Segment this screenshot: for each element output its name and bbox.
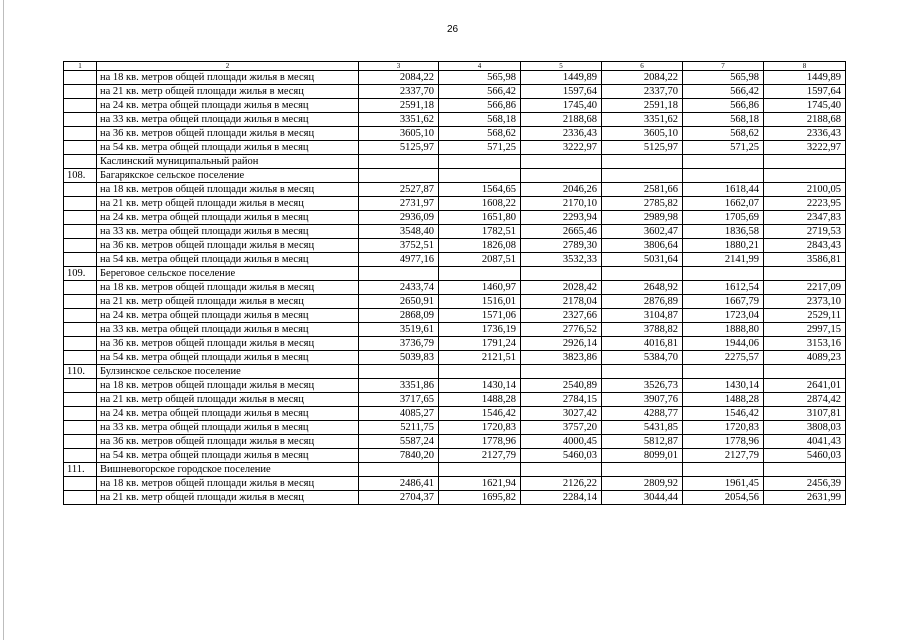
- table-row: [64, 225, 846, 239]
- row-number-cell: [64, 449, 97, 463]
- value-cell: 1778,96: [683, 435, 764, 449]
- value-cell: 1705,69: [683, 211, 764, 225]
- scan-edge-line: [3, 0, 4, 640]
- row-number-cell: [64, 239, 97, 253]
- value-cell: 2776,52: [521, 323, 602, 337]
- value-cell: 2809,92: [602, 477, 683, 491]
- row-label-cell: на 21 кв. метр общей площади жилья в месяц: [97, 491, 359, 505]
- value-cell: 1516,01: [439, 295, 521, 309]
- value-cell: 3153,16: [764, 337, 846, 351]
- value-cell: 3526,73: [602, 379, 683, 393]
- row-number-cell: 110.: [64, 365, 97, 379]
- value-cell: [439, 463, 521, 477]
- row-label-cell: на 24 кв. метра общей площади жилья в месяц: [97, 211, 359, 225]
- section-title-cell: Вишневогорское городское поселение: [97, 463, 359, 477]
- value-cell: 3104,87: [602, 309, 683, 323]
- value-cell: 3752,51: [359, 239, 439, 253]
- table-row: [64, 85, 846, 99]
- row-label-cell: на 54 кв. метра общей площади жилья в месяц: [97, 141, 359, 155]
- value-cell: 5211,75: [359, 421, 439, 435]
- table-row: [64, 421, 846, 435]
- value-cell: [683, 463, 764, 477]
- row-label-cell: на 36 кв. метров общей площади жилья в месяц: [97, 337, 359, 351]
- value-cell: 2868,09: [359, 309, 439, 323]
- row-label-cell: на 36 кв. метров общей площади жилья в месяц: [97, 435, 359, 449]
- row-number-cell: [64, 351, 97, 365]
- value-cell: 2178,04: [521, 295, 602, 309]
- value-cell: 5125,97: [602, 141, 683, 155]
- value-cell: 1618,44: [683, 183, 764, 197]
- row-label-cell: на 54 кв. метра общей площади жилья в месяц: [97, 449, 359, 463]
- value-cell: 1597,64: [764, 85, 846, 99]
- column-number-row: [64, 62, 846, 71]
- value-cell: 1621,94: [439, 477, 521, 491]
- value-cell: 2784,15: [521, 393, 602, 407]
- value-cell: 3757,20: [521, 421, 602, 435]
- row-number-cell: [64, 379, 97, 393]
- table-row: [64, 379, 846, 393]
- value-cell: 5587,24: [359, 435, 439, 449]
- section-row: [64, 155, 846, 169]
- value-cell: 2284,14: [521, 491, 602, 505]
- row-number-cell: [64, 99, 97, 113]
- value-cell: 566,42: [439, 85, 521, 99]
- value-cell: 3808,03: [764, 421, 846, 435]
- value-cell: 3907,76: [602, 393, 683, 407]
- section-row: [64, 267, 846, 281]
- row-number-cell: [64, 281, 97, 295]
- value-cell: 3044,44: [602, 491, 683, 505]
- value-cell: 5125,97: [359, 141, 439, 155]
- value-cell: 2989,98: [602, 211, 683, 225]
- row-label-cell: на 33 кв. метра общей площади жилья в месяц: [97, 323, 359, 337]
- value-cell: 1597,64: [521, 85, 602, 99]
- row-number-cell: [64, 309, 97, 323]
- table-row: [64, 127, 846, 141]
- table-row: [64, 295, 846, 309]
- row-label-cell: на 24 кв. метра общей площади жилья в месяц: [97, 309, 359, 323]
- value-cell: 1571,06: [439, 309, 521, 323]
- value-cell: 566,42: [683, 85, 764, 99]
- value-cell: 1791,24: [439, 337, 521, 351]
- value-cell: 2641,01: [764, 379, 846, 393]
- value-cell: 5384,70: [602, 351, 683, 365]
- table-row: [64, 253, 846, 267]
- value-cell: 2223,95: [764, 197, 846, 211]
- value-cell: [521, 155, 602, 169]
- column-header: 4: [439, 62, 521, 71]
- value-cell: 2336,43: [764, 127, 846, 141]
- value-cell: 4977,16: [359, 253, 439, 267]
- value-cell: 2529,11: [764, 309, 846, 323]
- value-cell: 2347,83: [764, 211, 846, 225]
- value-cell: 1667,79: [683, 295, 764, 309]
- table-row: [64, 491, 846, 505]
- row-label-cell: на 21 кв. метр общей площади жилья в месяц: [97, 393, 359, 407]
- value-cell: 2731,97: [359, 197, 439, 211]
- value-cell: 2648,92: [602, 281, 683, 295]
- column-header: 6: [602, 62, 683, 71]
- value-cell: 566,86: [439, 99, 521, 113]
- value-cell: 1695,82: [439, 491, 521, 505]
- value-cell: [764, 365, 846, 379]
- value-cell: 1546,42: [439, 407, 521, 421]
- value-cell: 1944,06: [683, 337, 764, 351]
- value-cell: 2373,10: [764, 295, 846, 309]
- column-header: 7: [683, 62, 764, 71]
- value-cell: 5039,83: [359, 351, 439, 365]
- value-cell: 2926,14: [521, 337, 602, 351]
- row-number-cell: [64, 85, 97, 99]
- value-cell: [602, 463, 683, 477]
- value-cell: 3605,10: [359, 127, 439, 141]
- row-number-cell: [64, 113, 97, 127]
- row-label-cell: на 36 кв. метров общей площади жилья в месяц: [97, 239, 359, 253]
- value-cell: 2843,43: [764, 239, 846, 253]
- value-cell: 2785,82: [602, 197, 683, 211]
- value-cell: 2127,79: [439, 449, 521, 463]
- table-row: [64, 309, 846, 323]
- value-cell: [683, 155, 764, 169]
- value-cell: 1720,83: [439, 421, 521, 435]
- value-cell: 2126,22: [521, 477, 602, 491]
- table-row: [64, 323, 846, 337]
- value-cell: 571,25: [683, 141, 764, 155]
- value-cell: 3351,62: [602, 113, 683, 127]
- value-cell: [602, 267, 683, 281]
- value-cell: 2141,99: [683, 253, 764, 267]
- value-cell: 2170,10: [521, 197, 602, 211]
- value-cell: 2486,41: [359, 477, 439, 491]
- row-label-cell: на 21 кв. метр общей площади жилья в месяц: [97, 85, 359, 99]
- value-cell: 2028,42: [521, 281, 602, 295]
- value-cell: 2217,09: [764, 281, 846, 295]
- value-cell: 2540,89: [521, 379, 602, 393]
- row-number-cell: [64, 253, 97, 267]
- row-label-cell: на 33 кв. метра общей площади жилья в месяц: [97, 113, 359, 127]
- value-cell: 2084,22: [602, 71, 683, 85]
- value-cell: 1888,80: [683, 323, 764, 337]
- table-row: [64, 407, 846, 421]
- column-header: 1: [64, 62, 97, 71]
- section-title-cell: Береговое сельское поселение: [97, 267, 359, 281]
- row-number-cell: [64, 435, 97, 449]
- column-header: 3: [359, 62, 439, 71]
- value-cell: [359, 155, 439, 169]
- value-cell: 1662,07: [683, 197, 764, 211]
- row-label-cell: на 33 кв. метра общей площади жилья в месяц: [97, 421, 359, 435]
- table-row: [64, 351, 846, 365]
- value-cell: [439, 169, 521, 183]
- value-cell: [683, 267, 764, 281]
- row-label-cell: на 54 кв. метра общей площади жилья в месяц: [97, 351, 359, 365]
- value-cell: 4000,45: [521, 435, 602, 449]
- value-cell: 2433,74: [359, 281, 439, 295]
- row-number-cell: [64, 393, 97, 407]
- section-row: [64, 365, 846, 379]
- value-cell: 2100,05: [764, 183, 846, 197]
- value-cell: 2789,30: [521, 239, 602, 253]
- value-cell: [683, 169, 764, 183]
- row-number-cell: [64, 211, 97, 225]
- table-row: [64, 435, 846, 449]
- value-cell: [602, 155, 683, 169]
- value-cell: 1745,40: [521, 99, 602, 113]
- table-row: [64, 183, 846, 197]
- row-number-cell: [64, 197, 97, 211]
- value-cell: 2581,66: [602, 183, 683, 197]
- value-cell: 2456,39: [764, 477, 846, 491]
- value-cell: 2337,70: [602, 85, 683, 99]
- value-cell: 1546,42: [683, 407, 764, 421]
- table-row: [64, 337, 846, 351]
- value-cell: 5812,87: [602, 435, 683, 449]
- row-label-cell: на 18 кв. метров общей площади жилья в месяц: [97, 281, 359, 295]
- column-header: 5: [521, 62, 602, 71]
- table-row: [64, 141, 846, 155]
- value-cell: 1826,08: [439, 239, 521, 253]
- value-cell: 1430,14: [683, 379, 764, 393]
- value-cell: [359, 169, 439, 183]
- value-cell: 1430,14: [439, 379, 521, 393]
- value-cell: 1723,04: [683, 309, 764, 323]
- value-cell: [764, 155, 846, 169]
- value-cell: 3717,65: [359, 393, 439, 407]
- value-cell: 2591,18: [602, 99, 683, 113]
- value-cell: 2665,46: [521, 225, 602, 239]
- value-cell: [764, 169, 846, 183]
- value-cell: 2084,22: [359, 71, 439, 85]
- column-header: 8: [764, 62, 846, 71]
- page-number: 26: [446, 24, 459, 35]
- value-cell: 2188,68: [521, 113, 602, 127]
- section-title-cell: Булзинское сельское поселение: [97, 365, 359, 379]
- value-cell: 2293,94: [521, 211, 602, 225]
- row-number-cell: 111.: [64, 463, 97, 477]
- value-cell: 8099,01: [602, 449, 683, 463]
- value-cell: 1736,19: [439, 323, 521, 337]
- value-cell: 1720,83: [683, 421, 764, 435]
- value-cell: 4041,43: [764, 435, 846, 449]
- row-number-cell: [64, 295, 97, 309]
- row-label-cell: на 18 кв. метров общей площади жилья в месяц: [97, 71, 359, 85]
- value-cell: [764, 463, 846, 477]
- table-row: [64, 393, 846, 407]
- value-cell: 565,98: [439, 71, 521, 85]
- value-cell: 3532,33: [521, 253, 602, 267]
- value-cell: 1745,40: [764, 99, 846, 113]
- row-number-cell: [64, 71, 97, 85]
- value-cell: 2704,37: [359, 491, 439, 505]
- row-number-cell: [64, 183, 97, 197]
- row-label-cell: на 36 кв. метров общей площади жилья в месяц: [97, 127, 359, 141]
- value-cell: 2127,79: [683, 449, 764, 463]
- value-cell: 3107,81: [764, 407, 846, 421]
- value-cell: 1961,45: [683, 477, 764, 491]
- table-row: [64, 281, 846, 295]
- row-label-cell: на 21 кв. метр общей площади жилья в месяц: [97, 295, 359, 309]
- value-cell: 3586,81: [764, 253, 846, 267]
- value-cell: [764, 267, 846, 281]
- value-cell: 3027,42: [521, 407, 602, 421]
- value-cell: 3351,62: [359, 113, 439, 127]
- table-row: [64, 71, 846, 85]
- value-cell: 568,18: [683, 113, 764, 127]
- row-number-cell: [64, 421, 97, 435]
- value-cell: 1608,22: [439, 197, 521, 211]
- value-cell: 4288,77: [602, 407, 683, 421]
- value-cell: 1782,51: [439, 225, 521, 239]
- tariff-table: [63, 61, 846, 505]
- value-cell: 3602,47: [602, 225, 683, 239]
- value-cell: 3222,97: [764, 141, 846, 155]
- row-number-cell: [64, 155, 97, 169]
- row-number-cell: [64, 337, 97, 351]
- value-cell: 2527,87: [359, 183, 439, 197]
- row-number-cell: [64, 127, 97, 141]
- row-label-cell: на 21 кв. метр общей площади жилья в месяц: [97, 197, 359, 211]
- value-cell: 4016,81: [602, 337, 683, 351]
- row-label-cell: на 18 кв. метров общей площади жилья в месяц: [97, 477, 359, 491]
- table-row: [64, 477, 846, 491]
- row-number-cell: 109.: [64, 267, 97, 281]
- value-cell: 571,25: [439, 141, 521, 155]
- row-label-cell: на 24 кв. метра общей площади жилья в месяц: [97, 99, 359, 113]
- value-cell: [602, 169, 683, 183]
- value-cell: 3222,97: [521, 141, 602, 155]
- value-cell: 3351,86: [359, 379, 439, 393]
- value-cell: [602, 365, 683, 379]
- value-cell: [521, 169, 602, 183]
- value-cell: 4089,23: [764, 351, 846, 365]
- value-cell: 1449,89: [764, 71, 846, 85]
- value-cell: 2936,09: [359, 211, 439, 225]
- value-cell: 2054,56: [683, 491, 764, 505]
- value-cell: 1836,58: [683, 225, 764, 239]
- value-cell: 2874,42: [764, 393, 846, 407]
- value-cell: [439, 155, 521, 169]
- value-cell: 565,98: [683, 71, 764, 85]
- column-header: 2: [97, 62, 359, 71]
- row-label-cell: на 18 кв. метров общей площади жилья в месяц: [97, 183, 359, 197]
- row-number-cell: [64, 225, 97, 239]
- value-cell: 568,62: [683, 127, 764, 141]
- value-cell: [521, 463, 602, 477]
- value-cell: 2336,43: [521, 127, 602, 141]
- value-cell: 3788,82: [602, 323, 683, 337]
- value-cell: 3548,40: [359, 225, 439, 239]
- value-cell: 1488,28: [683, 393, 764, 407]
- value-cell: 3806,64: [602, 239, 683, 253]
- row-label-cell: на 33 кв. метра общей площади жилья в месяц: [97, 225, 359, 239]
- row-number-cell: [64, 491, 97, 505]
- value-cell: [359, 365, 439, 379]
- table-row: [64, 449, 846, 463]
- value-cell: 2631,99: [764, 491, 846, 505]
- row-number-cell: [64, 477, 97, 491]
- value-cell: 2188,68: [764, 113, 846, 127]
- value-cell: 2327,66: [521, 309, 602, 323]
- value-cell: 3519,61: [359, 323, 439, 337]
- value-cell: 1488,28: [439, 393, 521, 407]
- table-row: [64, 99, 846, 113]
- value-cell: 2121,51: [439, 351, 521, 365]
- table-row: [64, 197, 846, 211]
- value-cell: 568,18: [439, 113, 521, 127]
- value-cell: 5431,85: [602, 421, 683, 435]
- value-cell: 2046,26: [521, 183, 602, 197]
- table-row: [64, 113, 846, 127]
- value-cell: 2876,89: [602, 295, 683, 309]
- value-cell: 2337,70: [359, 85, 439, 99]
- section-title-cell: Каслинский муниципальный район: [97, 155, 359, 169]
- value-cell: [359, 463, 439, 477]
- value-cell: 5031,64: [602, 253, 683, 267]
- value-cell: 1612,54: [683, 281, 764, 295]
- table-row: [64, 211, 846, 225]
- value-cell: 1564,65: [439, 183, 521, 197]
- value-cell: [521, 365, 602, 379]
- value-cell: [521, 267, 602, 281]
- value-cell: [359, 267, 439, 281]
- row-label-cell: на 18 кв. метров общей площади жилья в месяц: [97, 379, 359, 393]
- value-cell: 1449,89: [521, 71, 602, 85]
- row-number-cell: 108.: [64, 169, 97, 183]
- value-cell: 5460,03: [521, 449, 602, 463]
- section-row: [64, 169, 846, 183]
- value-cell: 5460,03: [764, 449, 846, 463]
- value-cell: 3605,10: [602, 127, 683, 141]
- section-title-cell: Багарякское сельское поселение: [97, 169, 359, 183]
- table-row: [64, 239, 846, 253]
- value-cell: 2997,15: [764, 323, 846, 337]
- value-cell: 2275,57: [683, 351, 764, 365]
- row-number-cell: [64, 141, 97, 155]
- value-cell: 2650,91: [359, 295, 439, 309]
- value-cell: 2719,53: [764, 225, 846, 239]
- section-row: [64, 463, 846, 477]
- value-cell: 2591,18: [359, 99, 439, 113]
- value-cell: 1651,80: [439, 211, 521, 225]
- value-cell: 3823,86: [521, 351, 602, 365]
- value-cell: 1880,21: [683, 239, 764, 253]
- row-number-cell: [64, 323, 97, 337]
- value-cell: [439, 365, 521, 379]
- row-number-cell: [64, 407, 97, 421]
- value-cell: 568,62: [439, 127, 521, 141]
- value-cell: 566,86: [683, 99, 764, 113]
- table-body: [64, 62, 846, 505]
- value-cell: 1778,96: [439, 435, 521, 449]
- value-cell: 3736,79: [359, 337, 439, 351]
- row-label-cell: на 24 кв. метра общей площади жилья в месяц: [97, 407, 359, 421]
- value-cell: 2087,51: [439, 253, 521, 267]
- row-label-cell: на 54 кв. метра общей площади жилья в месяц: [97, 253, 359, 267]
- value-cell: 1460,97: [439, 281, 521, 295]
- value-cell: 7840,20: [359, 449, 439, 463]
- value-cell: 4085,27: [359, 407, 439, 421]
- value-cell: [439, 267, 521, 281]
- value-cell: [683, 365, 764, 379]
